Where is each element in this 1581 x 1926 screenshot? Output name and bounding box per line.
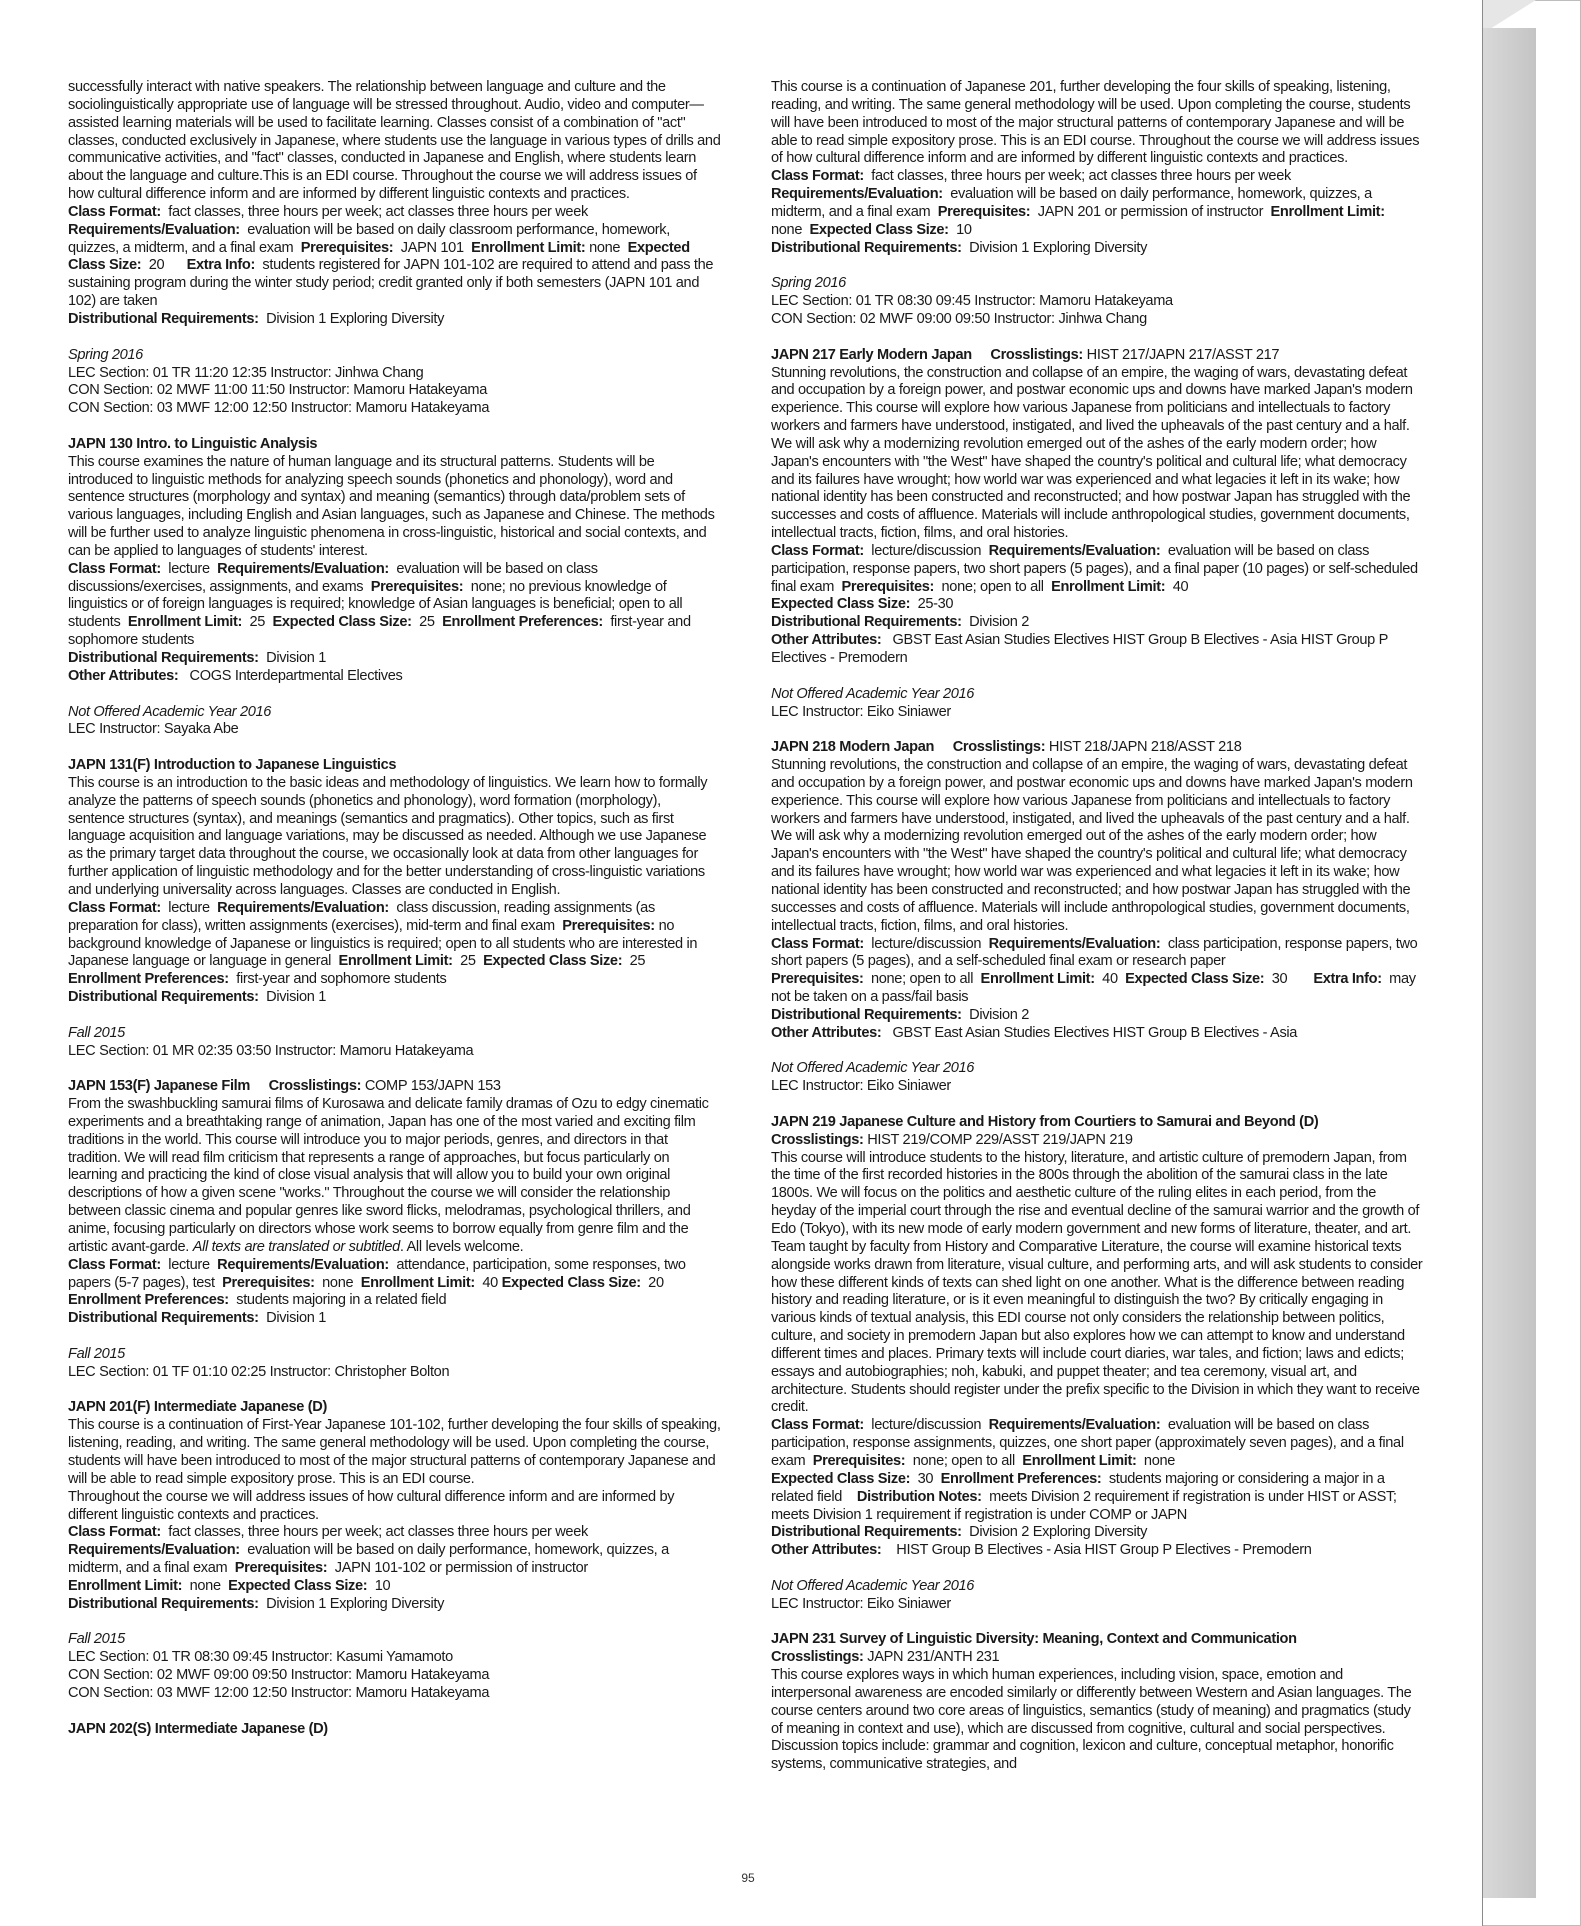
class-size: 25-30 [917,595,954,613]
course-title: JAPN 130 Intro. to Linguistic Analysis [68,434,318,452]
description-text: successfully interact with native speakers. The relationship between language and culture and the sociolinguistically appropriate use of language will be stressed throughout. Audio, video and computer—assisted learning materials will be used to facilitate learning. Classes consist of a combination of "act" classes, conducted exclusively in Japanese, where students use the language in various types of drills and communicative activities, and "fact" classes, conducted in Japanese and English, where students learn about the language and culture.This is an EDI course. Throughout the course we will address issues of how cultural difference inform and are informed by different linguistic contexts and practices. [68,78,721,203]
description-end: . All levels welcome. [399,1237,524,1255]
class-size: 30 [917,1469,934,1487]
requirements: evaluation will be based on daily performance, homework, quizzes, a midterm, and a final exam [771,185,1372,220]
class-format: lecture [168,559,210,577]
course-details [771,542,1424,667]
requirements: class participation, response papers, two short papers (5 pages), and a self-scheduled final exam or research paper [771,934,1418,970]
left-column [68,78,721,1737]
course-details [68,1256,721,1327]
label-other-attributes: Other Attributes: [68,666,179,684]
enrollment-limit: none [771,220,803,238]
label-enrollment-limit: Enrollment Limit: [127,613,243,631]
section-line: LEC Instructor: Eiko Siniawer [771,1077,951,1095]
course-title: JAPN 131(F) Introduction to Japanese Linguistics [68,756,397,774]
label-enrollment-limit: Enrollment Limit: [1270,202,1385,220]
other-attributes: GBST East Asian Studies Electives HIST Group B Electives - Asia HIST Group P Electives - Premodern [771,631,1388,666]
label-enrollment-limit: Enrollment Limit: [1051,577,1166,595]
label-prerequisites: Prerequisites: [771,970,864,988]
label-distribution: Distributional Requirements: [771,1523,962,1541]
prerequisites: JAPN 101-102 or permission of instructor [334,1559,588,1577]
label-class-format: Class Format: [771,934,864,952]
distribution: Division 1 [266,1309,326,1327]
enrollment-preferences: students majoring or considering a major in a related field [771,1469,1385,1505]
label-class-size: Expected Class Size: [228,1576,368,1594]
course-title-row [771,346,1424,364]
class-size: 20 [648,1273,664,1291]
term-heading: Fall 2015 [68,1630,125,1648]
label-requirements: Requirements/Evaluation: [217,1255,389,1273]
enrollment-limit: 40 [482,1273,498,1291]
label-enrollment-limit: Enrollment Limit: [360,1273,475,1291]
description-text: This course will introduce students to the history, literature, and artistic culture of premodern Japan, from the time of the first recorded histories in the 800s through the abolition of the samurai class in the late 1800s. We will focus on the politics and aesthetic culture of the ruling elites in each period, from the heyday of the imperial court through the rise and eventual decline of the samurai warrior and the growth of Edo (Tokyo), with its new mode of early modern government and new forms of literature, theater, and art. Team taught by faculty from History and Comparative Literature, the course will examine historical texts alongside works drawn from literature, visual culture, and performing arts, and will ask students to consider how these different kinds of texts can shed light on one another. What is the difference between reading history and reading literature, or is it even meaningful to distinguish the two? By critically engaging in various kinds of textual analysis, this EDI course not only considers the relationship between politics, culture, and society in premodern Japan but also explores how we can attempt to know and understand different times and places. Primary texts will include court diaries, war tales, and fiction; laws and edicts; essays and autobiographies; noh, kabuki, and puppet theater; and tea ceremony, visual art, and architecture. Students should register under the prefix specific to the Division in which they want to receive credit. [771,1148,1423,1416]
label-distribution: Distributional Requirements: [68,649,259,666]
enrollment-preferences: students majoring in a related field [236,1291,447,1309]
course-title: JAPN 202(S) Intermediate Japanese (D) [68,1719,328,1737]
label-distribution: Distributional Requirements: [68,1594,259,1612]
prerequisites: JAPN 101 [400,238,464,256]
label-class-format: Class Format: [68,898,161,916]
label-class-format: Class Format: [771,1416,864,1434]
description-text: Stunning revolutions, the construction and collapse of an empire, the waging of wars, devastating defeat and occupation by a foreign power, and postwar economic ups and downs have marked Japan's modern experience. This course will explore how various Japanese from politicians and intellectuals to factory workers and farmers have understood, instigated, and lived the upheavals of the past century and a half. We will ask why a modernizing revolution emerged out of the ashes of the early modern order; how Japan's encounters with "the West" have shaped the country's political and cultural life; what democracy and its failures have wrought; how world war was experienced and what legacies it left in its wake; how national identity has been constructed and reconstructed; and how postwar Japan has struggled with the successes and costs of affluence. Materials will include anthropological studies, government documents, intellectual tracts, fiction, films, and oral histories. [771,363,1413,542]
label-requirements: Requirements/Evaluation: [68,220,240,238]
label-class-size: Expected Class Size: [1125,970,1265,988]
label-class-format: Class Format: [68,202,161,220]
crosslistings: HIST 218/JAPN 218/ASST 218 [1048,738,1242,756]
class-size: 25 [419,613,435,631]
crosslistings-row [771,1131,1424,1149]
prerequisites: none [322,1273,354,1291]
class-format: lecture [168,1255,210,1273]
other-attributes: HIST Group B Electives - Asia HIST Group P Electives - Premodern [896,1541,1312,1559]
distribution: Division 2 [969,1005,1029,1023]
label-requirements: Requirements/Evaluation: [771,185,943,203]
extra-info: students registered for JAPN 101-102 are required to attend and pass the sustaining program during the winter study period; credit granted only if both semesters (JAPN 101 and 102) are taken [68,256,714,310]
description-text: This course is a continuation of Japanese 201, further developing the four skills of speaking, listening, reading, and writing. The same general methodology will be used. Upon completing the course, students will have been introduced to most of the major structural patterns of contemporary Japanese and will be able to read simple expository prose. This is an EDI course. Throughout the course we will address issues of how cultural difference inform and are informed by different linguistic contexts and practices. [771,78,1420,167]
label-enrollment-preferences: Enrollment Preferences: [442,613,603,631]
requirements: evaluation will be based on daily performance, homework, quizzes, a midterm, and a final exam [68,1541,669,1577]
section-line: CON Section: 02 MWF 11:00 11:50 Instructor: Mamoru Hatakeyama [68,381,487,399]
course-details [68,203,721,328]
label-other-attributes: Other Attributes: [771,1541,882,1559]
term-heading: Not Offered Academic Year 2016 [771,1059,975,1077]
requirements: class discussion, reading assignments (as preparation for class), written assignments (exercises), mid-term and final exam [68,898,655,934]
label-other-attributes: Other Attributes: [771,1023,882,1041]
term-heading: Not Offered Academic Year 2016 [771,684,975,702]
description-text: This course is a continuation of First-Year Japanese 101-102, further developing the four skills of speaking, listening, reading, and writing. The same general methodology will be used. Upon completing the course, students will have been introduced to most of the major structural patterns of contemporary Japanese and will be able to read simple expository prose. This is an EDI course. [68,1416,721,1487]
class-format: fact classes, three hours per week; act classes three hours per week [168,1523,588,1541]
other-attributes: GBST East Asian Studies Electives HIST Group B Electives - Asia [892,1023,1298,1041]
label-prerequisites: Prerequisites: [222,1273,315,1291]
section-line: LEC Instructor: Sayaka Abe [68,720,239,738]
section-line: CON Section: 02 MWF 09:00 09:50 Instructor: Mamoru Hatakeyama [68,1666,490,1684]
right-column [771,78,1424,1773]
crosslistings: JAPN 231/ANTH 231 [867,1648,1000,1666]
class-format: lecture/discussion [871,934,982,952]
label-class-size: Expected Class Size: [272,613,412,631]
page-number: 95 [741,1871,755,1885]
label-class-format: Class Format: [771,167,864,185]
class-format: lecture/discussion [871,541,982,559]
crosslistings: COMP 153/JAPN 153 [364,1077,501,1095]
prerequisites: none; open to all [912,1451,1015,1469]
label-class-size: Expected Class Size: [809,220,949,238]
label-prerequisites: Prerequisites: [234,1559,328,1577]
label-extra-info: Extra Info: [186,256,255,274]
section-line: CON Section: 02 MWF 09:00 09:50 Instructor: Jinhwa Chang [771,309,1147,327]
label-crosslistings: Crosslistings: [771,1130,864,1148]
course-title: JAPN 201(F) Intermediate Japanese (D) [68,1398,328,1416]
label-requirements: Requirements/Evaluation: [988,934,1161,952]
enrollment-limit: 40 [1172,577,1189,595]
term-heading: Fall 2015 [68,1023,125,1041]
label-requirements: Requirements/Evaluation: [988,541,1161,559]
description-text: This course is an introduction to the basic ideas and methodology of linguistics. We learn how to formally analyze the patterns of speech sounds (phonetics and phonology), word formation (morphology), sentence structures (syntax), and meanings (semantics and pragmatics). Other topics, such as first language acquisition and language variations, may be discussed as needed. Although we use Japanese as the primary target data throughout the course, we occasionally look at data from other languages for further application of linguistic methodology and for the better understanding of cross-linguistic variations and underlying universality across languages. Classes are conducted in English. [68,773,708,898]
label-distribution: Distributional Requirements: [771,1005,962,1023]
enrollment-limit: 25 [249,613,266,631]
enrollment-limit: none [189,1576,221,1594]
label-extra-info: Extra Info: [1313,970,1382,988]
label-prerequisites: Prerequisites: [370,577,464,595]
course-details [771,935,1424,1042]
prerequisites: JAPN 201 or permission of instructor [1037,202,1264,220]
term-heading: Fall 2015 [68,1344,125,1362]
distribution: Division 1 Exploring Diversity [969,238,1148,256]
term-heading: Spring 2016 [771,274,846,292]
class-size: 20 [148,256,165,274]
distribution: Division 1 Exploring Diversity [266,309,445,327]
label-class-size: Expected Class Size: [501,1273,641,1291]
course-title-row [68,1077,721,1095]
prerequisites: none; no previous knowledge of linguistics or of foreign languages is required; knowledge of Asian languages is beneficial; open to all students [68,577,683,631]
label-enrollment-preferences: Enrollment Preferences: [940,1469,1102,1487]
class-size: 30 [1271,970,1288,988]
enrollment-limit: 25 [460,952,476,970]
class-format: lecture/discussion [871,1416,982,1434]
label-class-format: Class Format: [68,1523,161,1541]
label-other-attributes: Other Attributes: [771,631,882,649]
section-line: LEC Instructor: Eiko Siniawer [771,702,951,720]
description-italic: All texts are translated or subtitled [192,1237,400,1255]
course-title: JAPN 153(F) Japanese Film [68,1077,251,1095]
label-distribution: Distributional Requirements: [771,613,962,631]
label-prerequisites: Prerequisites: [562,916,655,934]
section-line: LEC Section: 01 TR 08:30 09:45 Instructor: Kasumi Yamamoto [68,1648,453,1666]
distribution: Division 2 [969,613,1029,631]
course-title: JAPN 219 Japanese Culture and History from Courtiers to Samurai and Beyond (D) [771,1112,1319,1130]
label-distribution: Distributional Requirements: [68,309,259,327]
label-class-size: Expected Class Size: [483,952,623,970]
section-line: LEC Section: 01 MR 02:35 03:50 Instructor: Mamoru Hatakeyama [68,1041,474,1059]
label-enrollment-limit: Enrollment Limit: [1022,1451,1137,1469]
label-requirements: Requirements/Evaluation: [68,1541,240,1559]
label-crosslistings: Crosslistings: [268,1077,362,1095]
distribution: Division 1 [266,988,326,1006]
label-enrollment-limit: Enrollment Limit: [338,952,453,970]
label-class-format: Class Format: [771,541,864,559]
crosslistings-row [771,1648,1424,1666]
enrollment-limit: none [1143,1451,1176,1469]
course-title: JAPN 218 Modern Japan [771,738,935,756]
label-crosslistings: Crosslistings: [990,345,1083,363]
label-crosslistings: Crosslistings: [771,1648,864,1666]
course-title: JAPN 217 Early Modern Japan [771,345,972,363]
requirements: attendance, participation, some responses, two papers (5-7 pages), test [68,1255,686,1291]
requirements: evaluation will be based on class discussions/exercises, assignments, and exams [68,559,598,595]
term-heading: Spring 2016 [68,345,143,363]
other-attributes: COGS Interdepartmental Electives [189,666,403,684]
label-requirements: Requirements/Evaluation: [988,1416,1161,1434]
label-prerequisites: Prerequisites: [812,1451,906,1469]
class-format: lecture [168,898,210,916]
course-description [68,78,721,203]
enrollment-preferences: first-year and sophomore students [68,613,691,649]
course-details [68,899,721,1006]
label-class-format: Class Format: [68,559,161,577]
label-distribution: Distributional Requirements: [68,1309,259,1327]
label-distribution: Distributional Requirements: [68,988,259,1006]
distribution-notes: meets Division 2 requirement if registration is under HIST or ASST; meets Division 1 requirement if registration is under COMP or JAPN [771,1487,1397,1523]
prerequisites: none; open to all [941,577,1044,595]
crosslistings: HIST 219/COMP 229/ASST 219/JAPN 219 [867,1130,1133,1148]
course-details [68,1523,721,1612]
enrollment-preferences: first-year and sophomore students [236,970,447,988]
requirements: evaluation will be based on class participation, response assignments, quizzes, one short paper (approximately seven pages), and a final exam [771,1416,1404,1469]
section-line: CON Section: 03 MWF 12:00 12:50 Instructor: Mamoru Hatakeyama [68,399,490,417]
label-requirements: Requirements/Evaluation: [217,559,389,577]
section-line: CON Section: 03 MWF 12:00 12:50 Instructor: Mamoru Hatakeyama [68,1683,490,1701]
class-size: 10 [956,220,972,238]
requirements: evaluation will be based on daily classroom performance, homework, quizzes, a midterm, and a final exam [68,220,670,256]
label-class-size: Expected Class Size: [771,595,911,613]
section-line: LEC Instructor: Eiko Siniawer [771,1594,951,1612]
label-prerequisites: Prerequisites: [937,202,1031,220]
section-line: LEC Section: 01 TR 08:30 09:45 Instructor: Mamoru Hatakeyama [771,292,1173,310]
label-class-size: Expected Class Size: [771,1469,911,1487]
requirements: evaluation will be based on class participation, response papers, two short papers (5 pages), and a final paper (10 pages) or self-scheduled final exam [771,541,1418,595]
distribution: Division 1 [266,649,326,666]
label-class-format: Class Format: [68,1255,161,1273]
term-heading: Not Offered Academic Year 2016 [771,1576,975,1594]
description-text: Throughout the course we will address issues of how cultural difference inform and are informed by different linguistic contexts and practices. [68,1487,675,1523]
label-prerequisites: Prerequisites: [841,577,935,595]
course-title: JAPN 231 Survey of Linguistic Diversity: Meaning, Context and Communication [771,1630,1297,1648]
description-text: This course explores ways in which human experiences, including vision, space, emotion and interpersonal awareness are encoded similarly or differently between Western and Asian languages. The course centers around two core areas of linguistics, semantics (study of meaning) and pragmatics (study of meaning in context and use), which are discussed from cognitive, cultural and social perspectives. Discussion topics include: grammar and cognition, lexicon and culture, conceptual metaphor, honorific systems, communicative strategies, and [771,1666,1412,1773]
distribution: Division 2 Exploring Diversity [969,1523,1148,1541]
term-heading: Not Offered Academic Year 2016 [68,702,272,720]
course-title-row [771,738,1424,756]
crosslistings: HIST 217/JAPN 217/ASST 217 [1086,345,1280,363]
section-line: LEC Section: 01 TF 01:10 02:25 Instructor: Christopher Bolton [68,1362,450,1380]
label-enrollment-limit: Enrollment Limit: [980,970,1095,988]
prerequisites: no background knowledge of Japanese or linguistics is required; open to all students who are interested in Japanese language or language in general [68,916,698,970]
label-enrollment-preferences: Enrollment Preferences: [68,1291,229,1309]
extra-info: may not be taken on a pass/fail basis [771,970,1416,1006]
label-enrollment-preferences: Enrollment Preferences: [68,970,229,988]
class-format: fact classes, three hours per week; act classes three hours per week [168,202,588,220]
distribution: Division 1 Exploring Diversity [266,1594,445,1612]
description-text: Stunning revolutions, the construction and collapse of an empire, the waging of wars, devastating defeat and occupation by a foreign power, and postwar economic ups and downs have marked Japan's modern experience. This course will explore how various Japanese from politicians and intellectuals to factory workers and farmers have understood, instigated, and lived the upheavals of the past century and a half. We will ask why a modernizing revolution emerged out of the ashes of the early modern order; how Japan's encounters with "the West" have shaped the country's political and cultural life; what democracy and its failures have wrought; how world war was experienced and what legacies it left in its wake; how national identity has been constructed and reconstructed; and how postwar Japan has struggled with the successes and costs of affluence. Materials will include anthropological studies, government documents, intellectual tracts, fiction, films, and oral histories. [771,756,1413,934]
prerequisites: none; open to all [870,970,974,988]
label-distribution-notes: Distribution Notes: [856,1487,982,1505]
section-line: LEC Section: 01 TR 11:20 12:35 Instructor: Jinhwa Chang [68,363,424,381]
label-prerequisites: Prerequisites: [300,238,394,256]
label-enrollment-limit: Enrollment Limit: [471,238,586,256]
course-details [771,167,1424,256]
class-format: fact classes, three hours per week; act classes three hours per week [871,167,1291,185]
enrollment-limit: 40 [1102,970,1118,988]
description-body: From the swashbuckling samurai films of Kurosawa and delicate family dramas of Ozu to edgy cinematic experiments and a breathtaking range of animation, Japan has one of the most varied and exciting film traditions in the world. This course will introduce you to major periods, genres, and directors in that tradition. We will read film criticism that represents a range of approaches, but focus particularly on learning and practicing the kind of close visual analysis that will allow you to build your own original descriptions of how a given scene "works." Throughout the course we will consider the relationship between classic cinema and popular genres like sword flicks, melodramas, psychological thrillers, and anime, focusing particularly on directors whose work seems to borrow equally from genre film and the artistic avant-garde. [68,1095,709,1255]
course-details [68,560,721,685]
label-class-size: Expected Class Size: [68,238,690,274]
label-requirements: Requirements/Evaluation: [217,898,389,916]
label-enrollment-limit: Enrollment Limit: [68,1576,183,1594]
description-text [68,1095,721,1256]
class-size: 10 [374,1576,391,1594]
enrollment-limit: none [589,238,621,256]
label-crosslistings: Crosslistings: [952,738,1046,756]
course-details [771,1416,1424,1559]
page-stack-edge [1482,28,1536,1898]
class-size: 25 [629,952,646,970]
description-text: This course examines the nature of human language and its structural patterns. Students will be introduced to linguistic methods for analyzing speech sounds (phonetics and phonology), word and sentence structures (morphology and syntax) and meaning (semantics) through data/problem sets of various languages, including English and Asian languages, such as Japanese and Chinese. The methods will be further used to analyze linguistic phenomena in cross-linguistic, historical and social contexts, and can be applied to languages of students' interest. [68,452,715,559]
label-distribution: Distributional Requirements: [771,238,962,256]
